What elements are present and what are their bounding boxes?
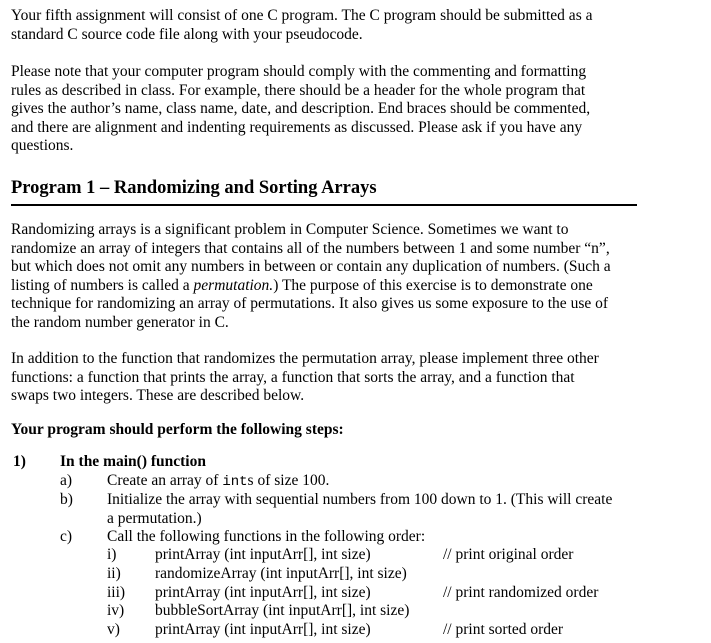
call-number: iii) bbox=[107, 584, 126, 601]
call-number: iv) bbox=[107, 602, 125, 619]
substep-text: a permutation.) bbox=[107, 510, 202, 527]
function-signature: bubbleSortArray (int inputArr[], int size) bbox=[155, 602, 410, 619]
note-paragraph bbox=[11, 63, 701, 156]
substep-letter: b) bbox=[60, 491, 73, 508]
intro-paragraph bbox=[11, 7, 701, 44]
permutation-term: permutation. bbox=[193, 276, 274, 294]
functions-line: swaps two integers. These are described below. bbox=[11, 387, 305, 405]
substep-text: Initialize the array with sequential numbers from 100 down to 1. (This will create bbox=[107, 491, 613, 508]
substep-text bbox=[107, 472, 329, 492]
substep-text-part: Create an array of bbox=[107, 472, 223, 489]
description-line: randomize an array of integers that contains all of the numbers between 1 and some number “n”, bbox=[11, 239, 610, 257]
note-line: Please note that your computer program should comply with the commenting and formatting bbox=[11, 63, 587, 80]
function-signature: printArray (int inputArr[], int size) bbox=[155, 546, 371, 563]
section-title: Program 1 – Randomizing and Sorting Arrays bbox=[11, 176, 637, 206]
functions-line: In addition to the function that randomizes the permutation array, please implement three other bbox=[11, 350, 599, 367]
step-title: In the main() function bbox=[60, 453, 206, 470]
substep-text-part: s of size 100. bbox=[247, 472, 330, 489]
code-comment: // print randomized order bbox=[443, 584, 599, 601]
call-number: i) bbox=[107, 546, 117, 563]
substep-letter: a) bbox=[60, 472, 73, 489]
code-comment: // print original order bbox=[443, 546, 574, 563]
substep-letter: c) bbox=[60, 528, 73, 545]
description-line: technique for randomizing an array of permutations. It also gives us some exposure to the use of bbox=[11, 295, 609, 313]
step-number: 1) bbox=[13, 453, 26, 470]
steps-heading: Your program should perform the following steps: bbox=[11, 421, 344, 438]
substep-text: Call the following functions in the following order: bbox=[107, 528, 426, 545]
note-line: rules as described in class. For example, there should be a header for the whole program that bbox=[11, 81, 586, 99]
note-line: and there are alignment and indenting requirements as discussed. Please ask if you have any bbox=[11, 118, 583, 136]
description-line: but which does not omit any numbers in between or contain any duplication of numbers. (Such a bbox=[11, 258, 611, 276]
note-line: gives the author’s name, class name, date, and description. End braces should be commented, bbox=[11, 100, 591, 118]
description-line: Randomizing arrays is a significant problem in Computer Science. Sometimes we want to bbox=[11, 221, 569, 238]
functions-line: functions: a function that prints the array, a function that sorts the array, and a function that bbox=[11, 368, 575, 386]
code-keyword: int bbox=[222, 474, 248, 490]
description-line bbox=[11, 277, 701, 296]
intro-line: Your fifth assignment will consist of one C program. The C program should be submitted as a bbox=[11, 7, 593, 24]
description-text: ) The purpose of this exercise is to demonstrate one bbox=[273, 276, 593, 294]
functions-paragraph bbox=[11, 350, 701, 406]
function-signature: printArray (int inputArr[], int size) bbox=[155, 621, 371, 638]
code-comment: // print sorted order bbox=[443, 621, 564, 638]
call-number: ii) bbox=[107, 565, 121, 582]
description-line: the random number generator in C. bbox=[11, 313, 229, 331]
description-paragraph bbox=[11, 221, 701, 333]
call-number: v) bbox=[107, 621, 120, 638]
intro-line: standard C source code file along with your pseudocode. bbox=[11, 25, 363, 43]
note-line: questions. bbox=[11, 137, 74, 155]
function-signature: printArray (int inputArr[], int size) bbox=[155, 584, 371, 601]
description-text: listing of numbers is called a bbox=[11, 276, 194, 294]
function-signature: randomizeArray (int inputArr[], int size) bbox=[155, 565, 407, 582]
